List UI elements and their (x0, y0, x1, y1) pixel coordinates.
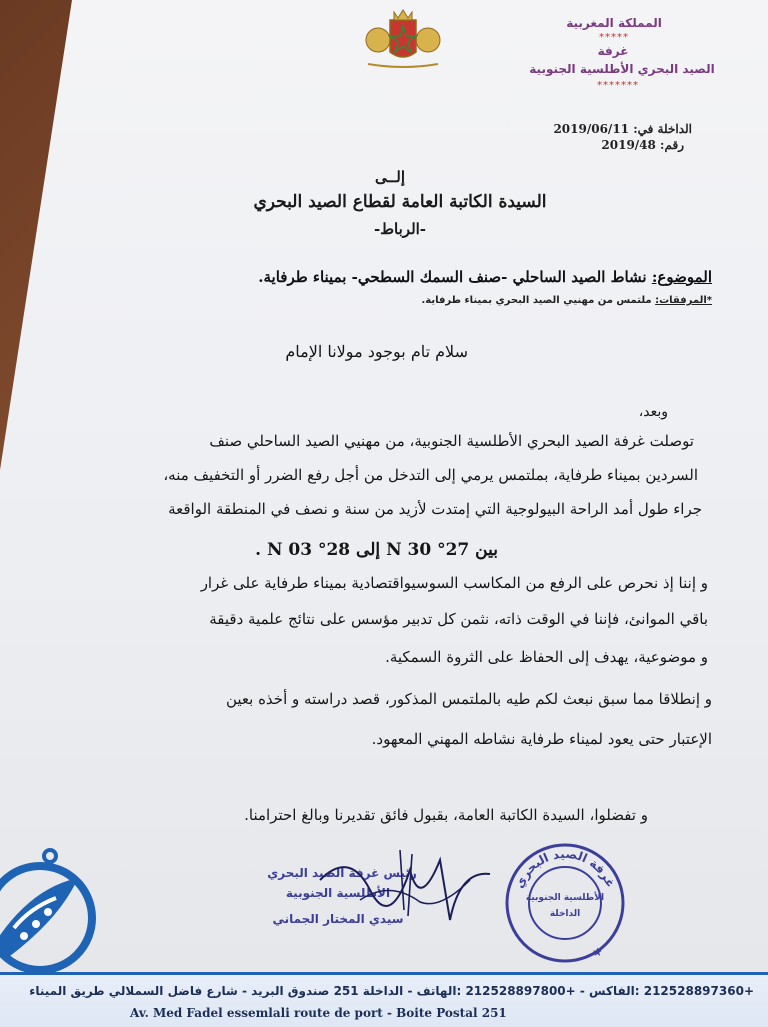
country-name: المملكة المغربية (566, 16, 662, 30)
org-label: غرفة (597, 44, 629, 58)
attachment-line (292, 295, 712, 306)
svg-text:غرفة الصيد البحري (512, 847, 618, 891)
header-stars-top: ***** (599, 32, 629, 43)
stamp-outer-text: غرفة الصيد البحري (511, 846, 618, 891)
body-line-8: و إنطلاقا مما سبق نبعث لكم طيه بالملتمس المذكور، قصد دراسته و أخذه بعين (225, 690, 712, 708)
stamp-star-icon: ★ (592, 945, 603, 959)
official-stamp (500, 838, 630, 968)
footer-phones: +212528897360 :الفاكس - +212528897800 :الهاتف - الداخلة 251 صندوق البريد - شارع فاضل السملالي طريق الميناء (29, 984, 754, 998)
signature-name: سيدي المختار الجماني (272, 912, 404, 926)
stamp-inner-line-1: الأطلسية الجنوبية (525, 893, 605, 903)
signature-title-1: رئيس غرفة الصيد البحري (267, 866, 417, 880)
signature-title-2: الأطلسية الجنوبية (285, 886, 391, 900)
subject-line (232, 268, 712, 286)
greeting: سلام تام بوجود مولانا الإمام (285, 342, 468, 361)
letter-date: الداخلة في: 2019/06/11 (553, 122, 692, 136)
chamber-logo (0, 848, 110, 978)
body-line-4: بين N 30 °27 إلى N 03 °28 . (255, 540, 498, 560)
header-stars-bottom: ******* (597, 80, 639, 91)
handwritten-signature (300, 840, 500, 930)
attachment-text: ملتمس من مهنيي الصيد البحري بميناء طرفاية. (421, 295, 652, 306)
addressee-to: إلــى (374, 168, 406, 186)
footer-address-fr: Av. Med Fadel essemlali route de port - Boite Postal 251 (130, 1006, 507, 1020)
royal-emblem (362, 6, 444, 68)
body-line-6: باقي الموانئ، فإننا في الوقت ذاته، نثمن كل تدبير مؤسس على نتائج علمية دقيقة (209, 610, 708, 628)
closing: و تفضلوا، السيدة الكاتبة العامة، بقبول فائق تقديرنا وبالغ احترامنا. (244, 806, 648, 824)
body-line-9: الإعتبار حتى يعود لميناء طرفاية نشاطه المهني المعهود. (371, 730, 712, 748)
attachment-label: *المرفقات: (655, 295, 712, 306)
addressee-city: -الرباط- (373, 220, 427, 238)
opening: وبعد، (638, 404, 668, 420)
addressee-recipient: السيدة الكاتبة العامة لقطاع الصيد البحري (253, 192, 547, 212)
subject-label: الموضوع: (651, 268, 712, 286)
body-line-7: و موضوعية، يهدف إلى الحفاظ على الثروة السمكية. (385, 648, 708, 666)
org-name: الصيد البحري الأطلسية الجنوبية (529, 62, 715, 76)
letter-number: رقم: 2019/48 (601, 138, 684, 152)
body-line-3: جراء طول أمد الراحة البيولوجية التي إمتدت لأزيد من سنة و نصف في المنطقة الواقعة (168, 500, 702, 518)
stamp-inner-line-2: الداخلة (549, 909, 581, 919)
body-line-5: و إننا إذ نحرص على الرفع من المكاسب السوسيواقتصادية بميناء طرفاية على غرار (200, 574, 708, 592)
body-line-2: السردين بميناء طرفاية، بملتمس يرمي إلى التدخل من أجل رفع الضرر أو التخفيف منه، (163, 466, 698, 484)
subject-text: نشاط الصيد الساحلي -صنف السمك السطحي- بميناء طرفاية. (258, 268, 647, 286)
body-line-1: توصلت غرفة الصيد البحري الأطلسية الجنوبية، من مهنيي الصيد الساحلي صنف (209, 432, 694, 450)
